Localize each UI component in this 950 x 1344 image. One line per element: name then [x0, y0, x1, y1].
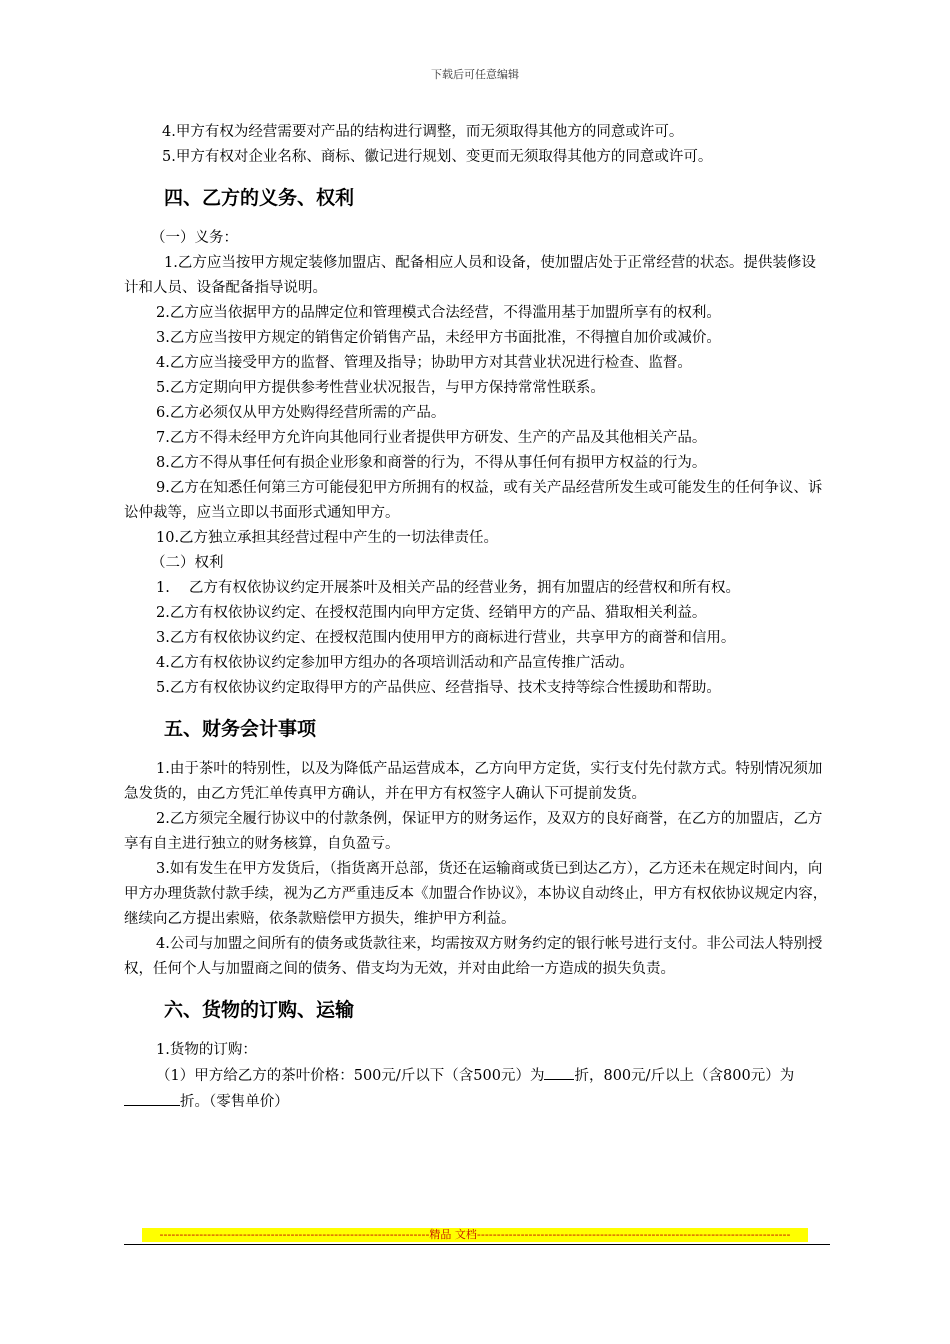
footer-watermark: --------------------------------------------------------------------精品 文档-------------------------------------------------------------------------------: [142, 1228, 808, 1242]
clause-item: 1.乙方应当按甲方规定装修加盟店、配备相应人员和设备，使加盟店处于正常经营的状态。提供装修设计和人员、设备配备指导说明。: [124, 255, 816, 296]
price-text-b: 折，800元/斤以上（含800元）为: [574, 1068, 795, 1084]
clause-item: 2.乙方应当依据甲方的品牌定位和管理模式合法经营，不得滥用基于加盟所享有的权利。: [156, 305, 721, 321]
subsection-label: 1.货物的订购：: [156, 1042, 257, 1058]
clause-item: 2.乙方有权依协议约定、在授权范围内向甲方定货、经销甲方的产品、猎取相关利益。: [156, 605, 707, 621]
clause-item: 1.由于茶叶的特别性，以及为降低产品运营成本，乙方向甲方定货，实行支付先付款方式。特别情况须加急发货的，由乙方凭汇单传真甲方确认，并在甲方有权签字人确认下可提前发货。: [124, 761, 823, 802]
clause-item: 6.乙方必须仅从甲方处购得经营所需的产品。: [156, 405, 446, 421]
clause-item: 5.乙方定期向甲方提供参考性营业状况报告，与甲方保持常常性联系。: [156, 380, 605, 396]
clause-item: 3.乙方有权依协议约定、在授权范围内使用甲方的商标进行营业，共享甲方的商誉和信用。: [156, 630, 736, 646]
price-clause: [124, 1063, 830, 1115]
clause-item: 5.乙方有权依协议约定取得甲方的产品供应、经营指导、技术支持等综合性援助和帮助。: [156, 680, 721, 696]
subsection-label: （一）义务：: [151, 230, 238, 246]
clause-item: 7.乙方不得未经甲方允许向其他同行业者提供甲方研发、生产的产品及其他相关产品。: [156, 430, 707, 446]
section-heading: 五、财务会计事项: [164, 718, 317, 740]
clause-item: 10.乙方独立承担其经营过程中产生的一切法律责任。: [156, 530, 499, 546]
clause-item: 4.乙方应当接受甲方的监督、管理及指导；协助甲方对其营业状况进行检查、监督。: [156, 355, 692, 371]
clause-item: 4.乙方有权依协议约定参加甲方组办的各项培训活动和产品宣传推广活动。: [156, 655, 634, 671]
price-text-a: （1）甲方给乙方的茶叶价格：500元/斤以下（含500元）为: [156, 1068, 545, 1084]
clause-item: 2.乙方须完全履行协议中的付款条例，保证甲方的财务运作，及双方的良好商誉，在乙方的加盟店，乙方享有自主进行独立的财务核算，自负盈亏。: [124, 811, 823, 852]
header-note: 下载后可任意编辑: [431, 68, 519, 81]
discount-blank-low: [544, 1063, 574, 1080]
price-text-c: 折。（零售单价）: [180, 1094, 289, 1110]
clause-item: 9.乙方在知悉任何第三方可能侵犯甲方所拥有的权益，或有关产品经营所发生或可能发生的任何争议、诉讼仲裁等，应当立即以书面形式通知甲方。: [124, 480, 823, 521]
footer-divider: [124, 1244, 830, 1245]
clause-item: 5.甲方有权对企业名称、商标、徽记进行规划、变更而无须取得其他方的同意或许可。: [162, 149, 713, 165]
clause-item: 3.乙方应当按甲方规定的销售定价销售产品，未经甲方书面批准，不得擅自加价或减价。: [156, 330, 721, 346]
clause-item: 4.甲方有权为经营需要对产品的结构进行调整，而无须取得其他方的同意或许可。: [162, 124, 684, 140]
clause-item: 4.公司与加盟之间所有的债务或货款往来，均需按双方财务约定的银行帐号进行支付。非公司法人特别授权，任何个人与加盟商之间的债务、借支均为无效，并对由此给一方造成的损失负责。: [124, 936, 823, 977]
clause-item: 1. 乙方有权依协议约定开展茶叶及相关产品的经营业务，拥有加盟店的经营权和所有权。: [156, 580, 740, 596]
subsection-label: （二）权利: [151, 555, 224, 571]
discount-blank-high: [124, 1089, 180, 1106]
clause-item: 3.如有发生在甲方发货后，（指货离开总部，货还在运输商或货已到达乙方），乙方还未在规定时间内，向甲方办理货款付款手续，视为乙方严重违反本《加盟合作协议》，本协议自动终止，甲方有权依协议规定内容，继续向乙方提出索赔，依条款赔偿甲方损失，维护甲方利益。: [124, 861, 828, 927]
clause-item: 8.乙方不得从事任何有损企业形象和商誉的行为，不得从事任何有损甲方权益的行为。: [156, 455, 707, 471]
section-heading: 六、货物的订购、运输: [164, 999, 355, 1021]
document-body: [124, 120, 830, 1115]
section-heading: 四、乙方的义务、权利: [164, 187, 355, 209]
